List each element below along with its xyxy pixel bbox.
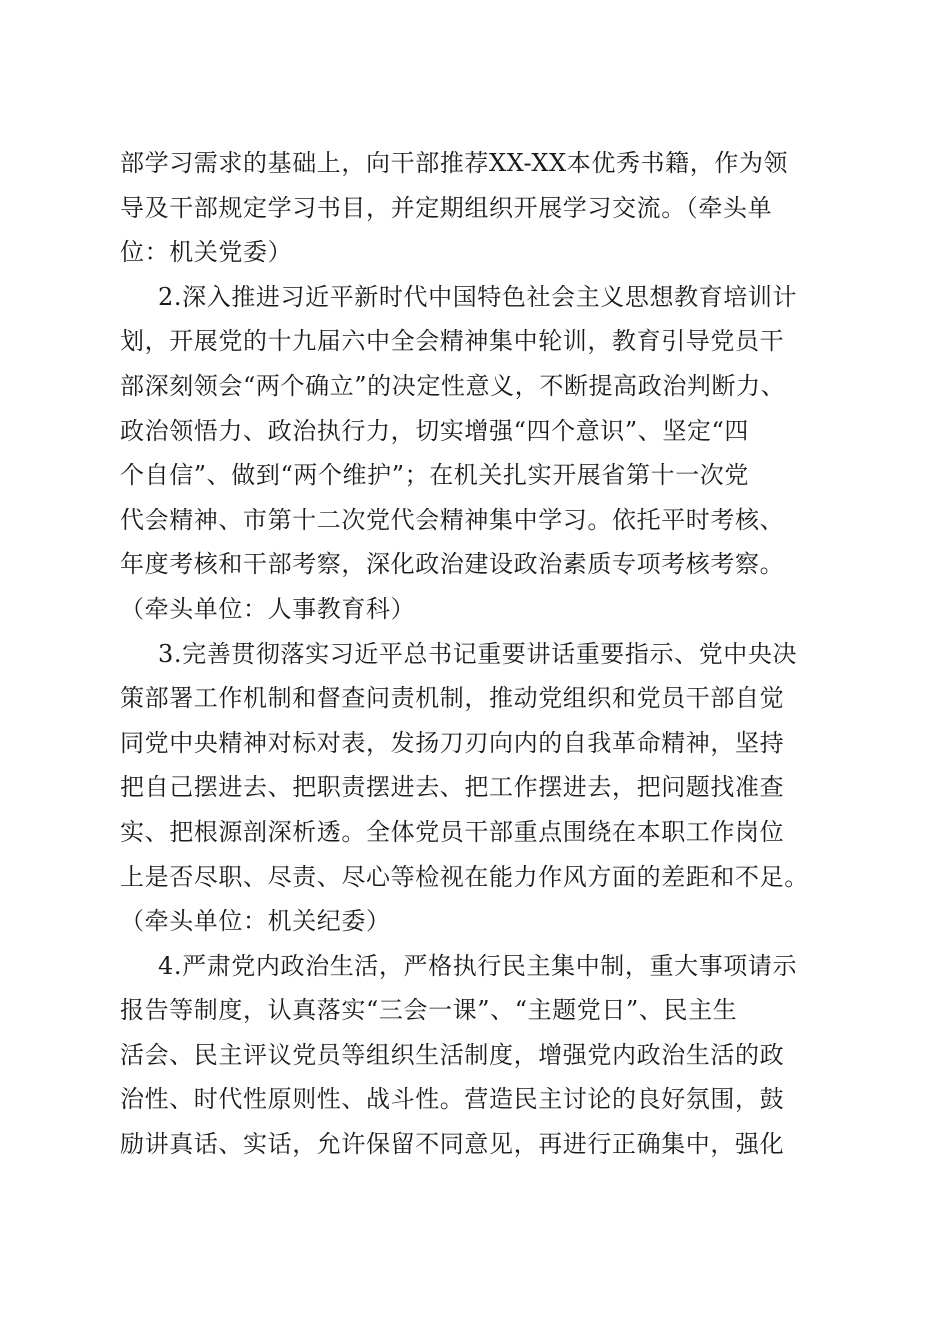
text-line: 励讲真话、实话，允许保留不同意见，再进行正确集中，强化 [120, 1130, 785, 1159]
text-line: 实、把根源剖深析透。全体党员干部重点围绕在本职工作岗位 [120, 817, 785, 846]
text-line: 部深刻领会“两个确立”的决定性意义，不断提高政治判断力、 [120, 371, 786, 400]
text-line: 代会精神、市第十二次党代会精神集中学习。依托平时考核、 [120, 505, 785, 534]
text-line: 把自己摆进去、把职责摆进去、把工作摆进去，把问题找准查 [120, 773, 785, 802]
text-line: 导及干部规定学习书目，并定期组织开展学习交流。（牵头单 [120, 193, 773, 222]
text-line: （牵头单位：机关纪委） [120, 907, 391, 936]
text-line: 位：机关党委） [120, 238, 293, 267]
document-body [120, 141, 840, 1167]
text-line: 上是否尽职、尽责、尽心等检视在能力作风方面的差距和不足。 [120, 862, 809, 891]
text-line: 治性、时代性原则性、战斗性。营造民主讨论的良好氛围，鼓 [120, 1085, 785, 1114]
text-line: 报告等制度，认真落实“三会一课”、“主题党日”、民主生 [120, 996, 738, 1025]
text-line: 政治领悟力、政治执行力，切实增强“四个意识”、坚定“四 [120, 416, 750, 445]
text-line: 划，开展党的十九届六中全会精神集中轮训，教育引导党员干 [120, 327, 785, 356]
text-line: 活会、民主评议党员等组织生活制度，增强党内政治生活的政 [120, 1040, 785, 1069]
text-line: 部学习需求的基础上，向干部推荐XX-XX本优秀书籍，作为领 [120, 149, 789, 177]
paragraph-2-start: 2.深入推进习近平新时代中国特色社会主义思想教育培训计 [158, 282, 798, 311]
paragraph-4-start: 4.严肃党内政治生活，严格执行民主集中制，重大事项请示 [158, 951, 798, 980]
text-line: 同党中央精神对标对表，发扬刀刃向内的自我革命精神，坚持 [120, 728, 785, 757]
text-line: 个自信”、做到“两个维护”；在机关扎实开展省第十一次党 [120, 461, 750, 490]
text-line: （牵头单位：人事教育科） [120, 594, 416, 623]
paragraph-3-start: 3.完善贯彻落实习近平总书记重要讲话重要指示、党中央决 [158, 639, 798, 668]
text-line: 年度考核和干部考察，深化政治建设政治素质专项考核考察。 [120, 550, 785, 579]
text-line: 策部署工作机制和督查问责机制，推动党组织和党员干部自觉 [120, 684, 785, 713]
